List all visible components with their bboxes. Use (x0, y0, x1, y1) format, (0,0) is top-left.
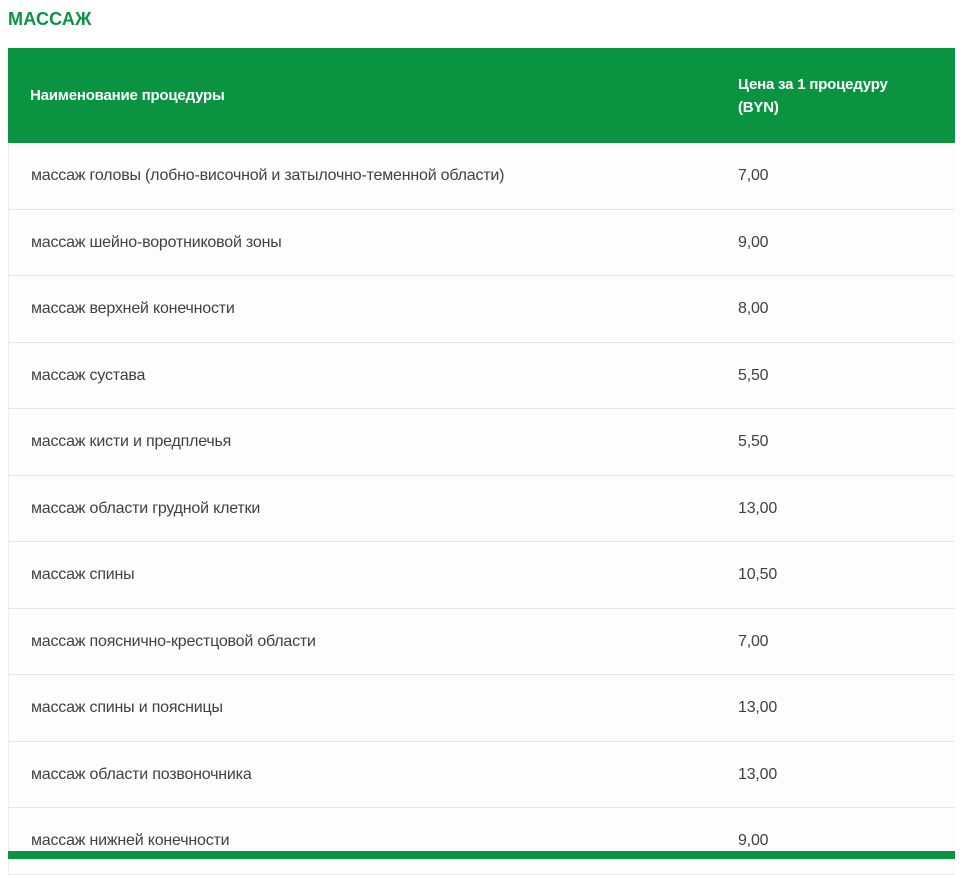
column-header-price: Цена за 1 процедуру (BYN) (738, 75, 888, 116)
procedure-price: 7,00 (738, 167, 769, 185)
procedure-name: массаж нижней конечности (31, 832, 230, 850)
procedure-price: 5,50 (738, 433, 769, 451)
table-row (9, 742, 955, 809)
procedure-price: 8,00 (738, 300, 769, 318)
next-table-header-partial (8, 851, 955, 859)
table-row (9, 210, 955, 277)
procedure-name: массаж области грудной клетки (31, 499, 261, 517)
procedure-name: массаж головы (лобно-височной и затылочно-теменной области) (31, 167, 505, 185)
table-row (9, 476, 955, 543)
table-row (9, 542, 955, 609)
price-table (8, 48, 955, 875)
procedure-name: массаж области позвоночника (31, 765, 252, 783)
table-body (8, 143, 955, 875)
procedure-name: массаж верхней конечности (31, 300, 235, 318)
procedure-price: 10,50 (738, 566, 778, 584)
procedure-price: 7,00 (738, 632, 769, 650)
procedure-name: массаж кисти и предплечья (31, 433, 232, 451)
table-row (9, 609, 955, 676)
table-row (9, 143, 955, 210)
table-header-row (8, 48, 955, 143)
table-row (9, 675, 955, 742)
procedure-price: 5,50 (738, 366, 769, 384)
procedure-price: 13,00 (738, 499, 778, 517)
procedure-price: 9,00 (738, 233, 769, 251)
procedure-price: 9,00 (738, 832, 769, 850)
section-title: МАССАЖ (8, 9, 92, 29)
procedure-price: 13,00 (738, 699, 778, 717)
procedure-name: массаж спины (31, 566, 135, 584)
procedure-name: массаж спины и поясницы (31, 699, 223, 717)
table-row (9, 276, 955, 343)
procedure-price: 13,00 (738, 765, 778, 783)
procedure-name: массаж сустава (31, 366, 146, 384)
table-row (9, 343, 955, 410)
column-header-procedure-name: Наименование процедуры (30, 87, 225, 104)
table-row (9, 409, 955, 476)
procedure-name: массаж шейно-воротниковой зоны (31, 233, 282, 251)
table-row (9, 808, 955, 875)
procedure-name: массаж пояснично-крестцовой области (31, 632, 316, 650)
